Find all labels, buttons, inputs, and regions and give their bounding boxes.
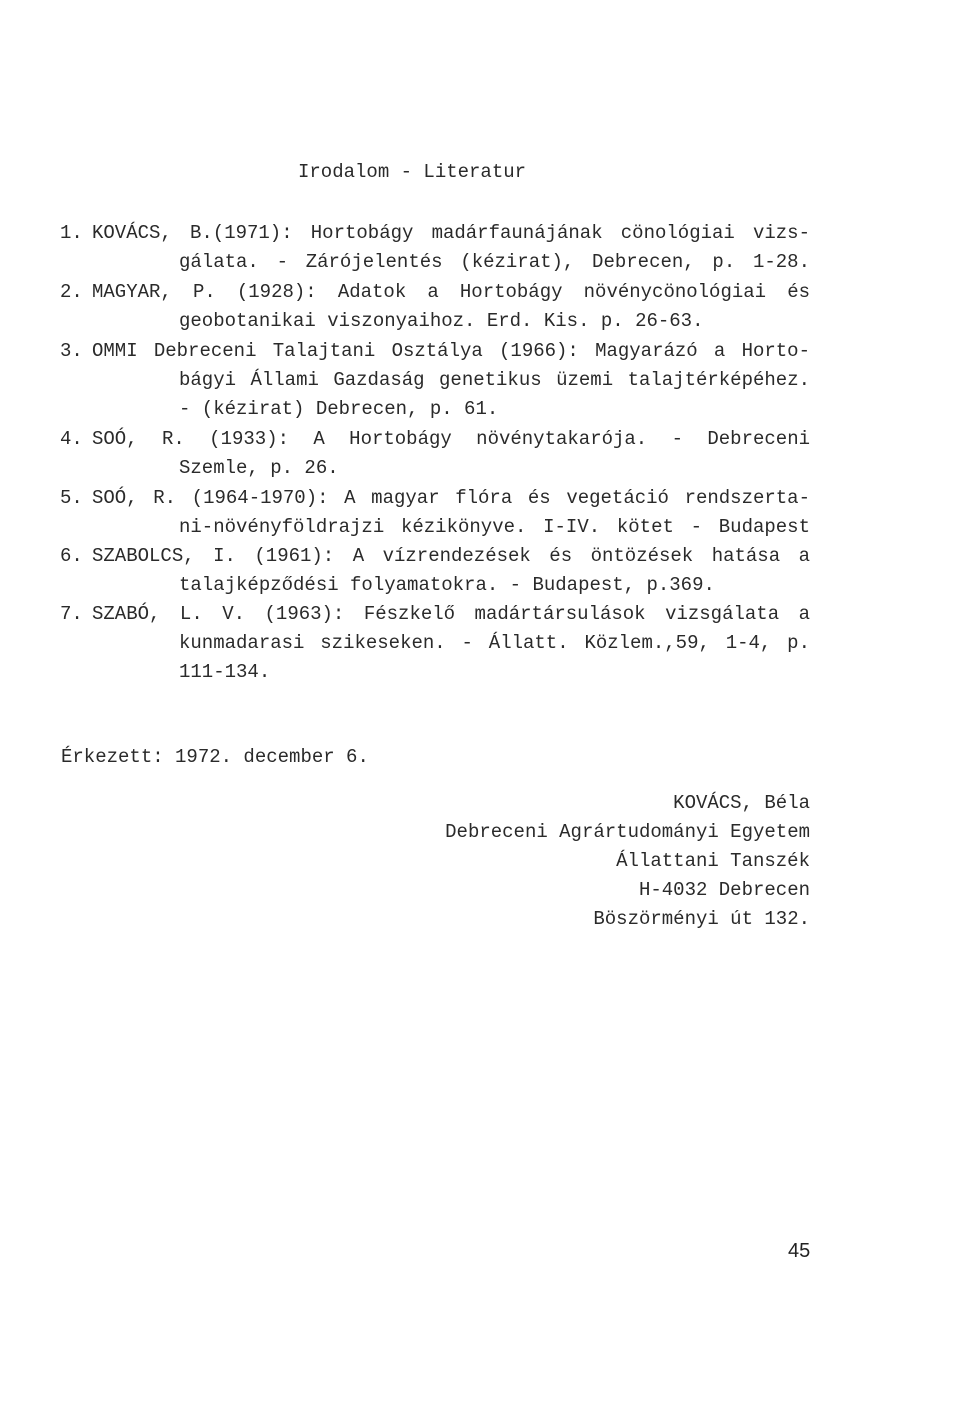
ref-6-line-1: SZABOLCS, I. (1961): A vízrendezések és öntözések hatása a bbox=[92, 545, 810, 567]
ref-7-line-1: SZABÓ, L. V. (1963): Fészkelő madártársulások vizsgálata a bbox=[92, 603, 810, 625]
ref-3-line-2: bágyi Állami Gazdaság genetikus üzemi talajtérképéhez. bbox=[179, 369, 810, 391]
ref-5-line-2: ni-növényföldrajzi kézikönyve. I-IV. kötet - Budapest bbox=[179, 516, 810, 538]
ref-6-line-2: talajképződési folyamatokra. - Budapest, p.369. bbox=[179, 574, 715, 596]
page-number: 45 bbox=[788, 1240, 811, 1262]
author-name: KOVÁCS, Béla bbox=[673, 792, 810, 814]
ref-6-number: 6. bbox=[60, 545, 83, 567]
ref-1-line-2: gálata. - Zárójelentés (kézirat), Debrecen, p. 1-28. bbox=[179, 251, 810, 273]
ref-7-line-3: 111-134. bbox=[179, 661, 271, 683]
ref-3-number: 3. bbox=[60, 340, 83, 362]
author-street: Böszörményi út 132. bbox=[593, 908, 810, 930]
ref-3-line-3: - (kézirat) Debrecen, p. 61. bbox=[179, 398, 499, 420]
author-institution: Debreceni Agrártudományi Egyetem bbox=[445, 821, 810, 843]
ref-2-line-2: geobotanikai viszonyaihoz. Erd. Kis. p. 26-63. bbox=[179, 310, 704, 332]
received-date: Érkezett: 1972. december 6. bbox=[61, 746, 369, 768]
ref-3-line-1: OMMI Debreceni Talajtani Osztálya (1966): Magyarázó a Horto- bbox=[92, 340, 810, 362]
ref-2-number: 2. bbox=[60, 281, 83, 303]
ref-1-line-1: KOVÁCS, B.(1971): Hortobágy madárfaunájának cönológiai vizs- bbox=[92, 222, 810, 244]
ref-4-number: 4. bbox=[60, 428, 83, 450]
ref-7-number: 7. bbox=[60, 603, 83, 625]
ref-2-line-1: MAGYAR, P. (1928): Adatok a Hortobágy növénycönológiai és bbox=[92, 281, 810, 303]
ref-5-number: 5. bbox=[60, 487, 83, 509]
ref-4-line-2: Szemle, p. 26. bbox=[179, 457, 339, 479]
author-postal: H-4032 Debrecen bbox=[638, 879, 810, 901]
ref-1-number: 1. bbox=[60, 222, 83, 244]
ref-7-line-2: kunmadarasi szikeseken. - Állatt. Közlem.,59, 1-4, p. bbox=[179, 632, 810, 654]
bibliography-heading: Irodalom - Literatur bbox=[298, 161, 527, 183]
ref-4-line-1: SOÓ, R. (1933): A Hortobágy növénytakarója. - Debreceni bbox=[92, 428, 810, 450]
ref-5-line-1: SOÓ, R. (1964-1970): A magyar flóra és vegetáció rendszerta- bbox=[92, 487, 810, 509]
author-department: Állattani Tanszék bbox=[616, 850, 810, 872]
